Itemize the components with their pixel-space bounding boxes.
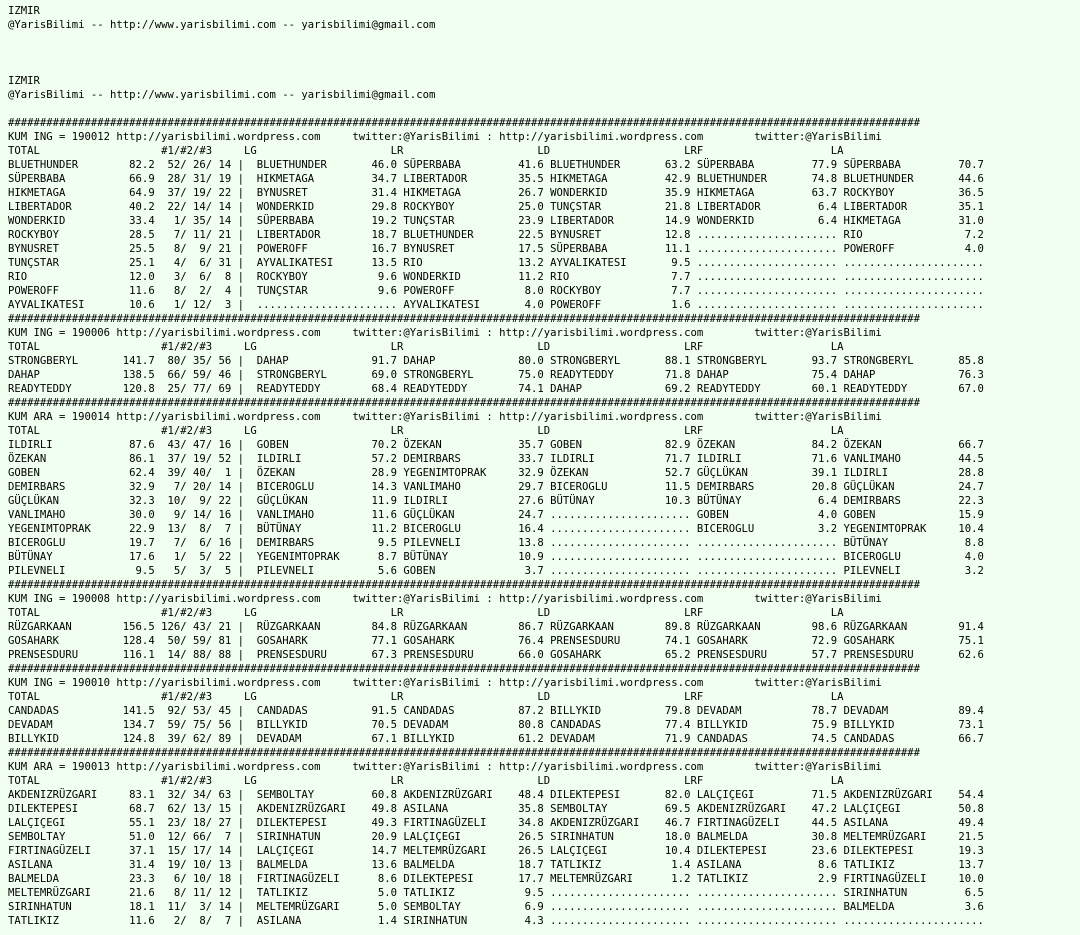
table-row: SIRINHATUN 18.1 11/ 3/ 14 | MELTEMRÜZGARI 5.0 SEMBOLTAY 6.9 ...................... ...................... BALMELDA 3.6	[8, 901, 984, 913]
table-row: TUNÇSTAR 25.1 4/ 6/ 31 | AYVALIKATESI 13.5 RIO 13.2 AYVALIKATESI 9.5 ...................... ......................	[8, 257, 984, 269]
table-row: ROCKYBOY 28.5 7/ 11/ 21 | LIBERTADOR 18.7 BLUETHUNDER 22.5 BYNUSRET 12.8 ...................... RIO 7.2	[8, 229, 984, 241]
column-header: TOTAL #1/#2/#3 LG LR LD LRF LA	[8, 145, 844, 157]
table-row: FIRTINAGÜZELI 37.1 15/ 17/ 14 | LALÇIÇEGI 14.7 MELTEMRÜZGARI 26.5 LALÇIÇEGI 10.4 DILEKTEPESI 23.6 DILEKTEPESI 19.3	[8, 845, 984, 857]
table-row: MELTEMRÜZGARI 21.6 8/ 11/ 12 | TATLIKIZ 5.0 TATLIKIZ 9.5 ...................... ...................... SIRINHATUN 6.5	[8, 887, 984, 899]
table-row: PILEVNELI 9.5 5/ 3/ 5 | PILEVNELI 5.6 GOBEN 3.7 ...................... ...................... PILEVNELI 3.2	[8, 565, 984, 577]
blank-line	[8, 102, 1080, 116]
table-row: RÜZGARKAAN 156.5 126/ 43/ 21 | RÜZGARKAAN 84.8 RÜZGARKAAN 86.7 RÜZGARKAAN 89.8 RÜZGARKAAN 98.6 RÜZGARKAAN 91.4	[8, 621, 984, 633]
header-contact: @YarisBilimi -- http://www.yarisbilimi.com -- yarisbilimi@gmail.com	[8, 19, 436, 31]
race-title: KUM ING = 190010 http://yarisbilimi.wordpress.com twitter:@YarisBilimi : http://yarisbilimi.wordpress.com twitter:@YarisBilimi	[8, 677, 882, 689]
table-row: DAHAP 138.5 66/ 59/ 46 | STRONGBERYL 69.0 STRONGBERYL 75.0 READYTEDDY 71.8 DAHAP 75.4 DAHAP 76.3	[8, 369, 984, 381]
table-row: CANDADAS 141.5 92/ 53/ 45 | CANDADAS 91.5 CANDADAS 87.2 BILLYKID 79.8 DEVADAM 78.7 DEVADAM 89.4	[8, 705, 984, 717]
race-title: KUM ING = 190008 http://yarisbilimi.wordpress.com twitter:@YarisBilimi : http://yarisbilimi.wordpress.com twitter:@YarisBilimi	[8, 593, 882, 605]
column-header: TOTAL #1/#2/#3 LG LR LD LRF LA	[8, 425, 844, 437]
race-title: KUM ING = 190006 http://yarisbilimi.wordpress.com twitter:@YarisBilimi : http://yarisbilimi.wordpress.com twitter:@YarisBilimi	[8, 327, 882, 339]
table-row: AKDENIZRÜZGARI 83.1 32/ 34/ 63 | SEMBOLTAY 60.8 AKDENIZRÜZGARI 48.4 DILEKTEPESI 82.0 LALÇIÇEGI 71.5 AKDENIZRÜZGARI 54.4	[8, 789, 984, 801]
column-header: TOTAL #1/#2/#3 LG LR LD LRF LA	[8, 691, 844, 703]
table-row: TATLIKIZ 11.6 2/ 8/ 7 | ASILANA 1.4 SIRINHATUN 4.3 ...................... ...................... ......................	[8, 915, 984, 927]
table-row: READYTEDDY 120.8 25/ 77/ 69 | READYTEDDY 68.4 READYTEDDY 74.1 DAHAP 69.2 READYTEDDY 60.1 READYTEDDY 67.0	[8, 383, 984, 395]
blank-line	[8, 46, 1080, 60]
table-row: BLUETHUNDER 82.2 52/ 26/ 14 | BLUETHUNDER 46.0 SÜPERBABA 41.6 BLUETHUNDER 63.2 SÜPERBABA 77.9 SÜPERBABA 70.7	[8, 159, 984, 171]
table-row: BALMELDA 23.3 6/ 10/ 18 | FIRTINAGÜZELI 8.6 DILEKTEPESI 17.7 MELTEMRÜZGARI 1.2 TATLIKIZ 2.9 FIRTINAGÜZELI 10.0	[8, 873, 984, 885]
separator-line: ###############################################################################################################################################	[8, 313, 921, 325]
separator-line: ###############################################################################################################################################	[8, 579, 921, 591]
table-row: RIO 12.0 3/ 6/ 8 | ROCKYBOY 9.6 WONDERKID 11.2 RIO 7.7 ...................... ......................	[8, 271, 984, 283]
table-row: BICEROGLU 19.7 7/ 6/ 16 | DEMIRBARS 9.5 PILEVNELI 13.8 ...................... ...................... BÜTÜNAY 8.8	[8, 537, 984, 549]
table-row: PRENSESDURU 116.1 14/ 88/ 88 | PRENSESDURU 67.3 PRENSESDURU 66.0 GOSAHARK 65.2 PRENSESDURU 57.7 PRENSESDURU 62.6	[8, 649, 984, 661]
blank-line	[8, 32, 1080, 46]
table-row: SEMBOLTAY 51.0 12/ 66/ 7 | SIRINHATUN 20.9 LALÇIÇEGI 26.5 SIRINHATUN 18.0 BALMELDA 30.8 MELTEMRÜZGARI 21.5	[8, 831, 984, 843]
separator-line: ###############################################################################################################################################	[8, 747, 921, 759]
table-row: DEVADAM 134.7 59/ 75/ 56 | BILLYKID 70.5 DEVADAM 80.8 CANDADAS 77.4 BILLYKID 75.9 BILLYKID 73.1	[8, 719, 984, 731]
blank-line	[8, 60, 1080, 74]
table-row: HIKMETAGA 64.9 37/ 19/ 22 | BYNUSRET 31.4 HIKMETAGA 26.7 WONDERKID 35.9 HIKMETAGA 63.7 ROCKYBOY 36.5	[8, 187, 984, 199]
table-row: LIBERTADOR 40.2 22/ 14/ 14 | WONDERKID 29.8 ROCKYBOY 25.0 TUNÇSTAR 21.8 LIBERTADOR 6.4 LIBERTADOR 35.1	[8, 201, 984, 213]
table-row: YEGENIMTOPRAK 22.9 13/ 8/ 7 | BÜTÜNAY 11.2 BICEROGLU 16.4 ...................... BICEROGLU 3.2 YEGENIMTOPRAK 10.4	[8, 523, 984, 535]
header-city: IZMIR	[8, 5, 40, 17]
table-row: BILLYKID 124.8 39/ 62/ 89 | DEVADAM 67.1 BILLYKID 61.2 DEVADAM 71.9 CANDADAS 74.5 CANDADAS 66.7	[8, 733, 984, 745]
header-city: IZMIR	[8, 75, 40, 87]
table-row: SÜPERBABA 66.9 28/ 31/ 19 | HIKMETAGA 34.7 LIBERTADOR 35.5 HIKMETAGA 42.9 BLUETHUNDER 74.8 BLUETHUNDER 44.6	[8, 173, 984, 185]
separator-line: ###############################################################################################################################################	[8, 663, 921, 675]
table-row: GÜÇLÜKAN 32.3 10/ 9/ 22 | GÜÇLÜKAN 11.9 ILDIRLI 27.6 BÜTÜNAY 10.3 BÜTÜNAY 6.4 DEMIRBARS 22.3	[8, 495, 984, 507]
column-header: TOTAL #1/#2/#3 LG LR LD LRF LA	[8, 775, 844, 787]
table-row: WONDERKID 33.4 1/ 35/ 14 | SÜPERBABA 19.2 TUNÇSTAR 23.9 LIBERTADOR 14.9 WONDERKID 6.4 HIKMETAGA 31.0	[8, 215, 984, 227]
table-row: ÖZEKAN 86.1 37/ 19/ 52 | ILDIRLI 57.2 DEMIRBARS 33.7 ILDIRLI 71.7 ILDIRLI 71.6 VANLIMAHO 44.5	[8, 453, 984, 465]
table-row: AYVALIKATESI 10.6 1/ 12/ 3 | ...................... AYVALIKATESI 4.0 POWEROFF 1.6 ...................... ......................	[8, 299, 984, 311]
table-row: ASILANA 31.4 19/ 10/ 13 | BALMELDA 13.6 BALMELDA 18.7 TATLIKIZ 1.4 ASILANA 8.6 TATLIKIZ 13.7	[8, 859, 984, 871]
table-row: DILEKTEPESI 68.7 62/ 13/ 15 | AKDENIZRÜZGARI 49.8 ASILANA 35.8 SEMBOLTAY 69.5 AKDENIZRÜZGARI 47.2 LALÇIÇEGI 50.8	[8, 803, 984, 815]
race-title: KUM ARA = 190013 http://yarisbilimi.wordpress.com twitter:@YarisBilimi : http://yarisbilimi.wordpress.com twitter:@YarisBilimi	[8, 761, 882, 773]
column-header: TOTAL #1/#2/#3 LG LR LD LRF LA	[8, 341, 844, 353]
table-row: STRONGBERYL 141.7 80/ 35/ 56 | DAHAP 91.7 DAHAP 80.0 STRONGBERYL 88.1 STRONGBERYL 93.7 STRONGBERYL 85.8	[8, 355, 984, 367]
race-title: KUM ING = 190012 http://yarisbilimi.wordpress.com twitter:@YarisBilimi : http://yarisbilimi.wordpress.com twitter:@YarisBilimi	[8, 131, 882, 143]
separator-line: ###############################################################################################################################################	[8, 117, 921, 129]
table-row: LALÇIÇEGI 55.1 23/ 18/ 27 | DILEKTEPESI 49.3 FIRTINAGÜZELI 34.8 AKDENIZRÜZGARI 46.7 FIRTINAGÜZELI 44.5 ASILANA 49.4	[8, 817, 984, 829]
table-row: VANLIMAHO 30.0 9/ 14/ 16 | VANLIMAHO 11.6 GÜÇLÜKAN 24.7 ...................... GOBEN 4.0 GOBEN 15.9	[8, 509, 984, 521]
table-row: GOBEN 62.4 39/ 40/ 1 | ÖZEKAN 28.9 YEGENIMTOPRAK 32.9 ÖZEKAN 52.7 GÜÇLÜKAN 39.1 ILDIRLI 28.8	[8, 467, 984, 479]
table-row: ILDIRLI 87.6 43/ 47/ 16 | GOBEN 70.2 ÖZEKAN 35.7 GOBEN 82.9 ÖZEKAN 84.2 ÖZEKAN 66.7	[8, 439, 984, 451]
table-row: GOSAHARK 128.4 50/ 59/ 81 | GOSAHARK 77.1 GOSAHARK 76.4 PRENSESDURU 74.1 GOSAHARK 72.9 GOSAHARK 75.1	[8, 635, 984, 647]
table-row: POWEROFF 11.6 8/ 2/ 4 | TUNÇSTAR 9.6 POWEROFF 8.0 ROCKYBOY 7.7 ...................... ......................	[8, 285, 984, 297]
race-title: KUM ARA = 190014 http://yarisbilimi.wordpress.com twitter:@YarisBilimi : http://yarisbilimi.wordpress.com twitter:@YarisBilimi	[8, 411, 882, 423]
separator-line: ###############################################################################################################################################	[8, 397, 921, 409]
header-contact: @YarisBilimi -- http://www.yarisbilimi.com -- yarisbilimi@gmail.com	[8, 89, 436, 101]
column-header: TOTAL #1/#2/#3 LG LR LD LRF LA	[8, 607, 844, 619]
table-row: BÜTÜNAY 17.6 1/ 5/ 22 | YEGENIMTOPRAK 8.7 BÜTÜNAY 10.9 ...................... ...................... BICEROGLU 4.0	[8, 551, 984, 563]
table-row: BYNUSRET 25.5 8/ 9/ 21 | POWEROFF 16.7 BYNUSRET 17.5 SÜPERBABA 11.1 ...................... POWEROFF 4.0	[8, 243, 984, 255]
table-row: DEMIRBARS 32.9 7/ 20/ 14 | BICEROGLU 14.3 VANLIMAHO 29.7 BICEROGLU 11.5 DEMIRBARS 20.8 GÜÇLÜKAN 24.7	[8, 481, 984, 493]
